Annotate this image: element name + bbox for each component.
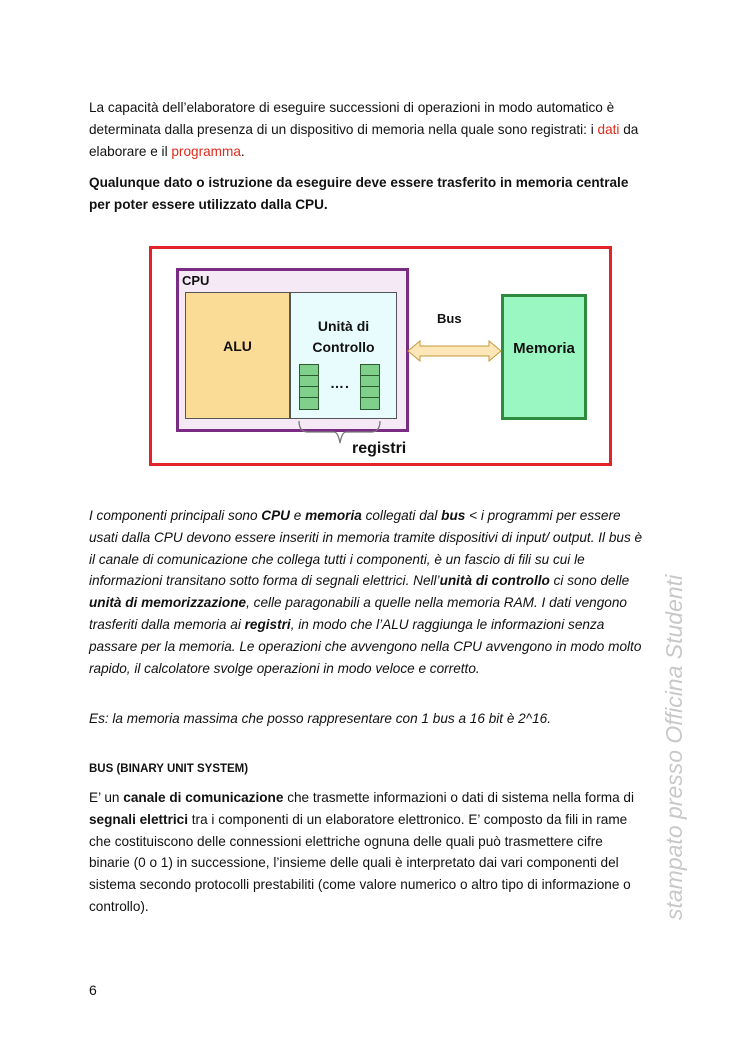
highlight-dati: dati: [597, 121, 620, 137]
memory-label: Memoria: [513, 340, 575, 357]
page-number: 6: [89, 982, 97, 998]
bus-section-title: BUS (BINARY UNIT SYSTEM): [89, 763, 249, 775]
comp-text-7: , in modo che l’ALU raggiunga le informazioni senza passare per la memoria. Le operazioni che avvengono nella CPU avvengono in modo molto rapido, il calcolatore svolge operazioni in modo veloce e corretto.: [89, 616, 642, 676]
registers-ellipsis: ….: [330, 375, 350, 391]
watermark-text: stampato presso Officina Studenti: [661, 574, 687, 920]
comp-bold-bus: bus: [441, 508, 466, 523]
comp-text-3: collegati dal: [361, 508, 442, 523]
alu-label: ALU: [223, 338, 252, 354]
bus-bold-segnali: segnali elettrici: [89, 811, 188, 827]
comp-text-2: e: [290, 508, 306, 523]
comp-text-6: , celle paragonabili a quelle nella memoria RAM. I dati vengono trasferiti dalla memoria ai: [89, 595, 627, 632]
example-paragraph: Es: la memoria massima che posso rappresentare con 1 bus a 16 bit è 2^16.: [89, 711, 552, 726]
comp-bold-cpu: CPU: [261, 508, 290, 523]
comp-bold-unita-memorizzazione: unità di memorizzazione: [89, 595, 247, 611]
comp-bold-memoria: memoria: [305, 508, 362, 523]
comp-bold-unita-controllo: unità di controllo: [439, 573, 550, 589]
intro-text-1: La capacità dell’elaboratore di eseguire successioni di operazioni in modo automatico è determinata dalla presenza di un dispositivo di memoria nella quale sono registrati: i: [89, 100, 615, 137]
bus-double-arrow: [408, 341, 501, 361]
cpu-label: CPU: [182, 273, 210, 288]
comp-text-4: < i programmi per essere usati dalla CPU devono essere inseriti in memoria tramite dispositivi di input/ output. Il bus è il canale di comunicazione che collega tutti i componenti, è un fascio di fili su cui le informazioni transitano sotto forma di segnali elettrici. Nell’: [89, 508, 643, 589]
bus-text-2: che trasmette informazioni o dati di sistema nella forma di: [283, 790, 634, 805]
bus-section-paragraph: [89, 787, 644, 918]
bus-text-3: tra i componenti di un elaboratore elettronico. E’ composto da fili in rame che costituiscono delle connessioni elettriche ognuna delle quali può trasmettere cifre binarie (0 o 1) in successione, l’insieme delle quali è interpretato dai vari componenti del sistema secondo protocolli prestabiliti (come valore numerico o altro tipo di informazione o controllo).: [89, 811, 631, 914]
comp-text-1: I componenti principali sono: [89, 508, 262, 523]
bus-text-1: E’ un: [89, 790, 124, 805]
bus-bold-canale: canale di comunicazione: [123, 790, 284, 805]
intro-text-3: .: [240, 143, 245, 159]
bus-label: Bus: [437, 311, 462, 326]
control-unit-label-line1: Unità di: [317, 318, 370, 334]
comp-text-5: ci sono delle: [549, 573, 630, 589]
bold-paragraph: Qualunque dato o istruzione da eseguire deve essere trasferito in memoria centrale per poter essere utilizzato dalla CPU.: [89, 175, 629, 212]
highlight-programma: programma: [171, 143, 241, 159]
components-paragraph: [89, 505, 644, 679]
intro-text-2: da elaborare e il: [89, 121, 639, 159]
control-unit-label-line2: Controllo: [312, 339, 375, 355]
comp-bold-registri: registri: [244, 616, 291, 632]
registers-label: registri: [352, 440, 407, 457]
